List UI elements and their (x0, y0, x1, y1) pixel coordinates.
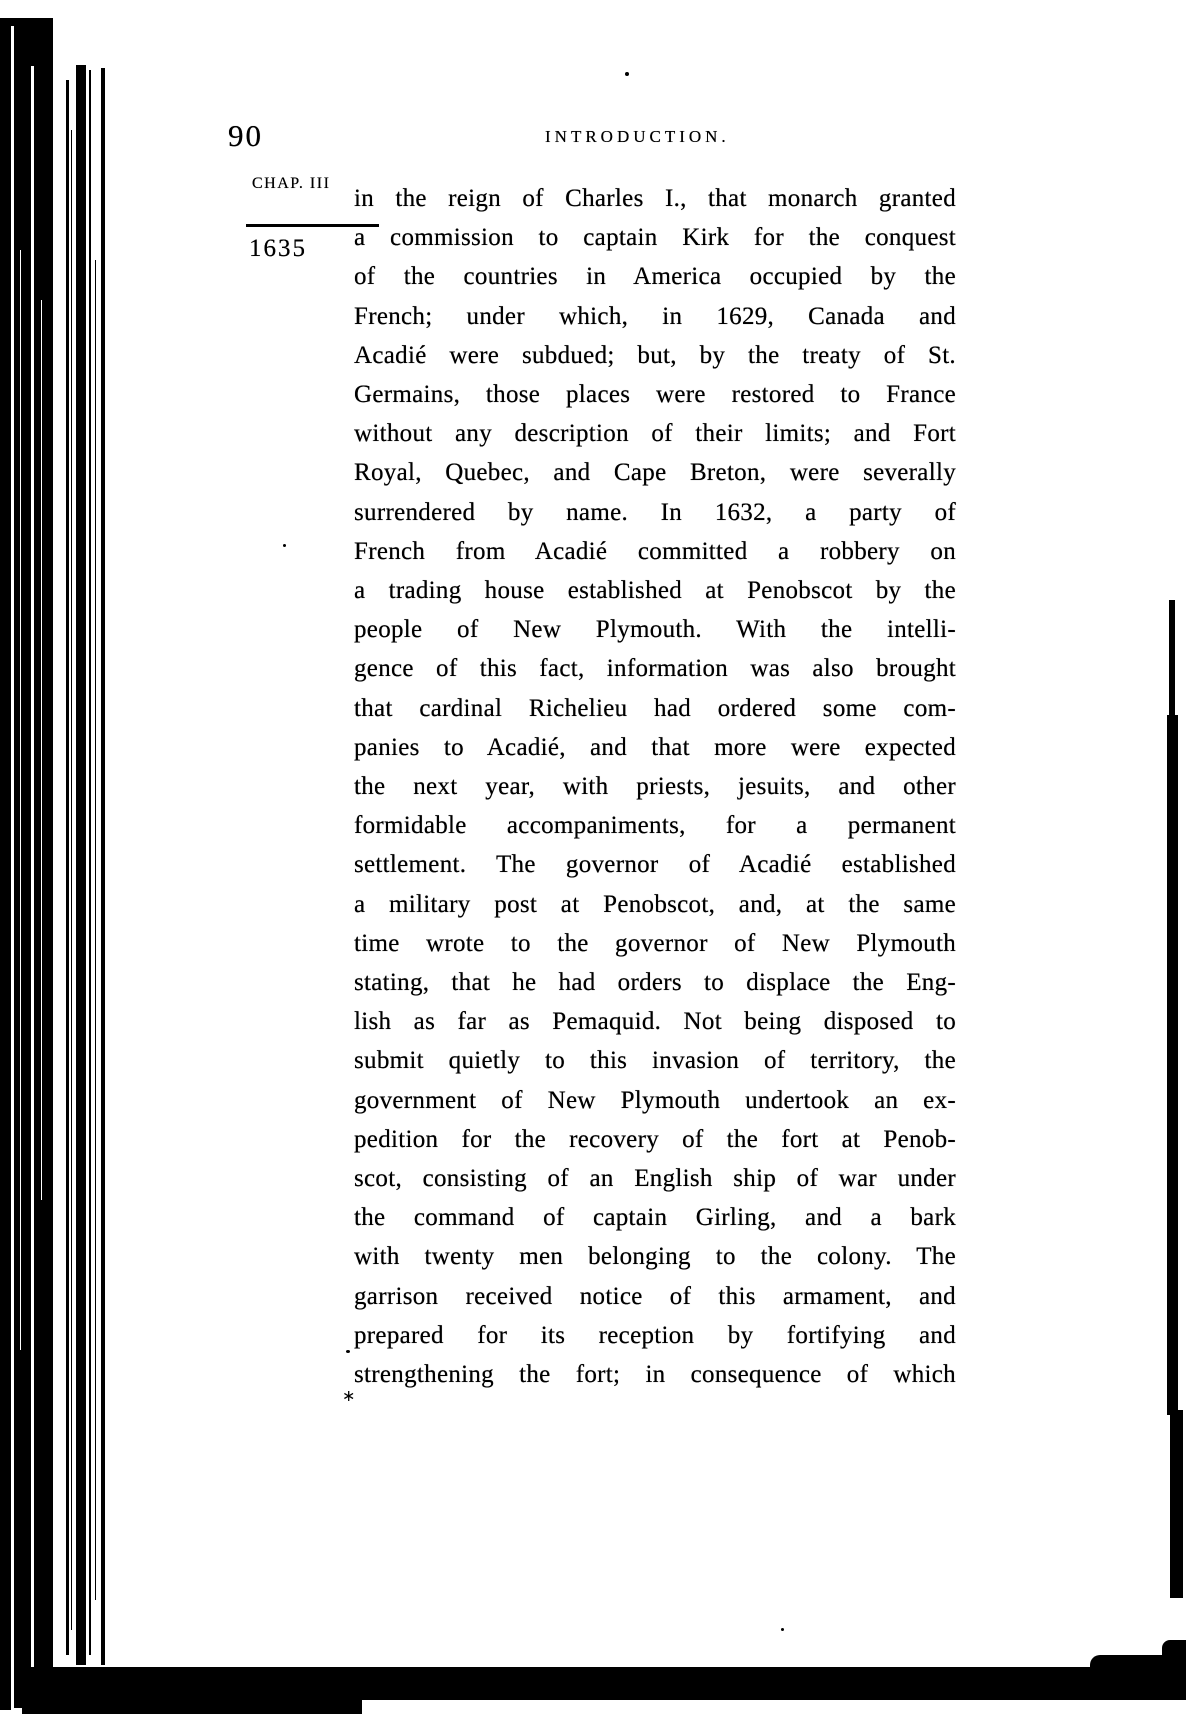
scan-bottom-bar (22, 1667, 1186, 1700)
text-line: of the countries in America occupied by the (354, 263, 956, 291)
running-header: INTRODUCTION. (545, 127, 730, 146)
text-line: Royal, Quebec, and Cape Breton, were severally (354, 459, 956, 487)
text-line: government of New Plymouth undertook an ex- (354, 1086, 956, 1114)
text-line: with twenty men belonging to the colony. The (354, 1243, 956, 1271)
text-line: settlement. The governor of Acadié established (354, 851, 956, 879)
text-line: gence of this fact, information was also brought (354, 655, 956, 683)
scan-binding-bar (14, 20, 31, 1708)
text-line: a military post at Penobscot, and, at the same (354, 890, 956, 918)
scan-page-edge-line (76, 65, 86, 1665)
page-number: 90 (228, 118, 263, 153)
text-line: without any description of their limits; and Fort (354, 420, 956, 448)
footnote-asterisk-mark: ∗ (342, 1388, 356, 1405)
body-text-block (354, 179, 956, 1394)
scan-binding-bar (34, 18, 53, 1710)
text-line: formidable accompaniments, for a permanent (354, 812, 956, 840)
text-line: Acadié were subdued; but, by the treaty of St. (354, 341, 956, 369)
margin-note-chapter: CHAP. III (252, 175, 331, 192)
text-line: in the reign of Charles I., that monarch granted (354, 185, 956, 212)
text-line: prepared for its reception by fortifying and (354, 1321, 956, 1349)
text-line: that cardinal Richelieu had ordered some com- (354, 694, 956, 722)
margin-note-year: 1635 (249, 235, 307, 262)
text-line: a trading house established at Penobscot by the (354, 577, 956, 605)
text-line: the command of captain Girling, and a bark (354, 1204, 956, 1232)
text-line: strengthening the fort; in consequence of which (354, 1361, 956, 1389)
scan-speck (781, 1628, 784, 1631)
text-line: lish as far as Pemaquid. Not being disposed to (354, 1008, 956, 1036)
scan-page-edge-line (89, 70, 91, 1655)
scan-speck (346, 1350, 350, 1353)
scan-binding-bar (0, 20, 11, 1710)
text-line: stating, that he had orders to displace the Eng- (354, 969, 956, 997)
text-line: the next year, with priests, jesuits, and other (354, 773, 956, 801)
scan-speck (625, 72, 629, 76)
scan-right-edge-line (1167, 715, 1178, 1415)
scan-bar-scratch (41, 300, 42, 1200)
text-line: a commission to captain Kirk for the conquest (354, 224, 956, 252)
text-line: pedition for the recovery of the fort at Penob- (354, 1125, 956, 1153)
scan-right-edge-line (1170, 1410, 1183, 1598)
text-line: panies to Acadié, and that more were expected (354, 733, 956, 761)
text-line: people of New Plymouth. With the intelli- (354, 616, 956, 644)
scan-bottom-right-nub (1162, 1640, 1186, 1670)
scan-page-edge-line (66, 80, 69, 1655)
text-line: French; under which, in 1629, Canada and (354, 302, 956, 330)
scan-page-edge-line (101, 68, 105, 1665)
scan-right-edge-line (1169, 600, 1175, 720)
scan-page-edge-line (71, 130, 72, 1630)
scan-bottom-bar-left (22, 1698, 362, 1714)
scan-speck (283, 544, 286, 547)
text-line: French from Acadié committed a robbery on (354, 537, 956, 565)
scan-page-edge-line (95, 260, 96, 1600)
text-line: Germains, those places were restored to France (354, 381, 956, 409)
text-line: time wrote to the governor of New Plymouth (354, 929, 956, 957)
text-line: garrison received notice of this armament, and (354, 1282, 956, 1310)
text-line: submit quietly to this invasion of territory, the (354, 1047, 956, 1075)
scan-bar-scratch (20, 250, 21, 1350)
text-line: scot, consisting of an English ship of war under (354, 1165, 956, 1193)
text-line: surrendered by name. In 1632, a party of (354, 498, 956, 526)
